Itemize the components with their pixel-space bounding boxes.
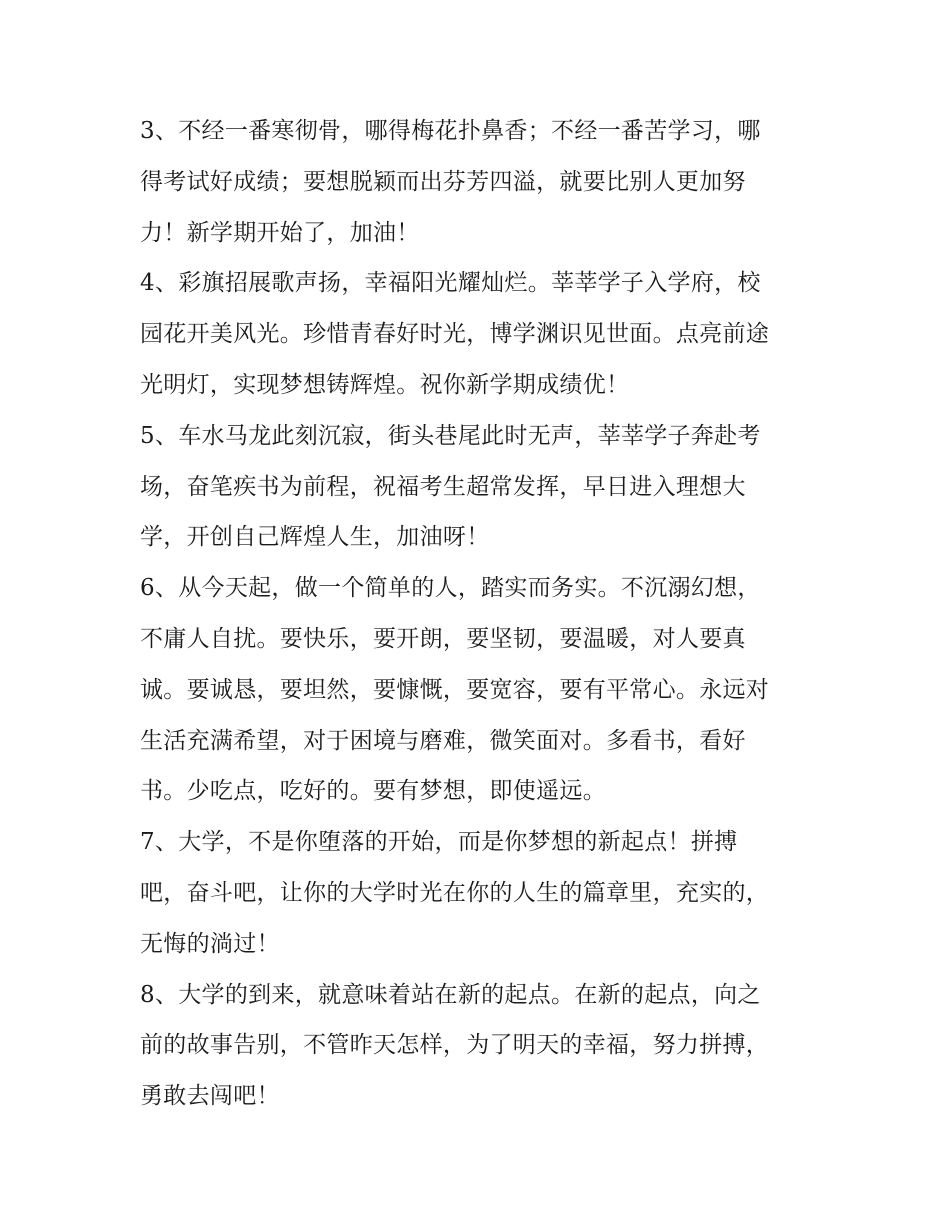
text-line: 无悔的淌过！ (140, 930, 280, 957)
paragraph-4 (140, 258, 820, 410)
text-line: 5、车水马龙此刻沉寂，街头巷尾此时无声，莘莘学子奔赴考 (140, 422, 761, 449)
text-line: 吧，奋斗吧，让你的大学时光在你的人生的篇章里，充实的， (140, 879, 770, 906)
text-line: 6、从今天起，做一个简单的人，踏实而务实。不沉溺幻想， (140, 575, 761, 602)
text-line: 7、大学，不是你堕落的开始，而是你梦想的新起点！拼搏 (140, 829, 738, 856)
paragraph-6 (140, 563, 820, 817)
text-line: 园花开美风光。珍惜青春好时光，博学渊识见世面。点亮前途 (140, 321, 770, 348)
text-line: 4、彩旗招展歌声扬，幸福阳光耀灿烂。莘莘学子入学府，校 (140, 270, 761, 297)
paragraph-5 (140, 411, 820, 563)
text-line: 学，开创自己辉煌人生，加油呀！ (140, 524, 490, 551)
text-line: 书。少吃点，吃好的。要有梦想，即使遥远。 (140, 778, 606, 805)
text-line: 诚。要诚恳，要坦然，要慷慨，要宽容，要有平常心。永远对 (140, 676, 770, 703)
document-page (140, 106, 820, 1122)
text-line: 勇敢去闯吧！ (140, 1083, 280, 1110)
paragraph-3 (140, 106, 820, 258)
text-line: 生活充满希望，对于困境与磨难，微笑面对。多看书，看好 (140, 727, 746, 754)
text-line: 光明灯，实现梦想铸辉煌。祝你新学期成绩优！ (140, 371, 630, 398)
text-line: 不庸人自扰。要快乐，要开朗，要坚韧，要温暖，对人要真 (140, 625, 746, 652)
text-line: 场，奋笔疾书为前程，祝福考生超常发挥，早日进入理想大 (140, 473, 746, 500)
text-line: 力！新学期开始了，加油！ (140, 219, 420, 246)
text-line: 得考试好成绩；要想脱颖而出芬芳四溢，就要比别人更加努 (140, 168, 746, 195)
text-line: 8、大学的到来，就意味着站在新的起点。在新的起点，向之 (140, 981, 761, 1008)
paragraph-8 (140, 970, 820, 1122)
text-line: 前的故事告别，不管昨天怎样，为了明天的幸福，努力拼搏， (140, 1032, 770, 1059)
paragraph-7 (140, 817, 820, 969)
text-line: 3、不经一番寒彻骨，哪得梅花扑鼻香；不经一番苦学习，哪 (140, 118, 761, 144)
